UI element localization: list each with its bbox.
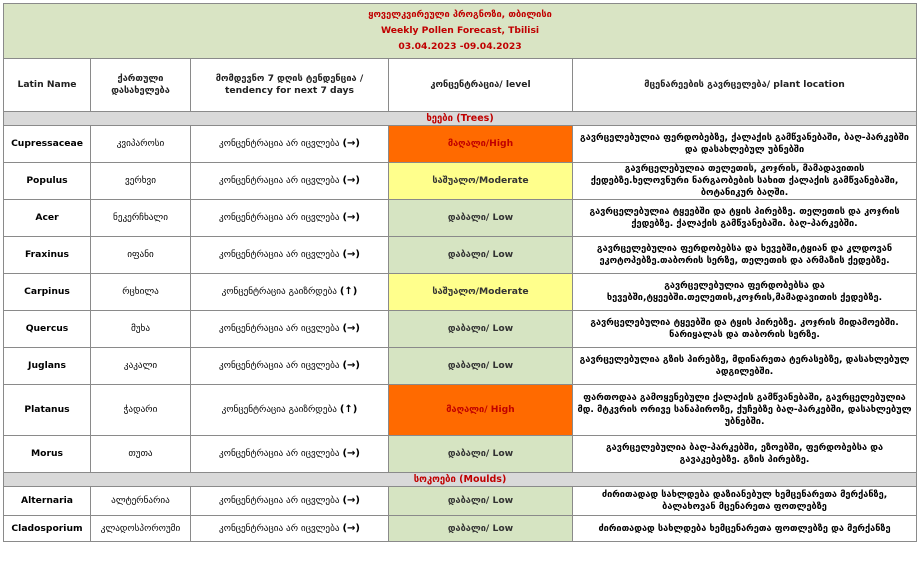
tendency-cell	[191, 126, 389, 163]
tendency-cell	[191, 274, 389, 311]
geo-name-cell: კლადოსპოროუმი	[91, 516, 191, 542]
arrow-right-icon: (→)	[342, 495, 360, 506]
arrow-right-icon: (→)	[342, 249, 360, 260]
section-trees-label: ხეები (Trees)	[4, 112, 917, 126]
forecast-table	[3, 3, 917, 542]
level-cell: დაბალი/ Low	[389, 237, 573, 274]
location-cell: გავრცელებულია ბაღ-პარკებში, ეზოებში, ფერდობებსა და გავაკებებზე. გზის პირებზე.	[573, 436, 917, 473]
col-tendency: მომდევნო 7 დღის ტენდენცია / tendency for next 7 days	[191, 59, 389, 112]
geo-name-cell: კვიპაროსი	[91, 126, 191, 163]
arrow-up-icon: (↑)	[339, 404, 358, 415]
latin-name-cell: Morus	[4, 436, 91, 473]
tendency-cell	[191, 516, 389, 542]
level-cell: საშუალო/Moderate	[389, 163, 573, 200]
arrow-right-icon: (→)	[342, 522, 360, 534]
location-cell: გავრცელებულია ტყეებში და ტყის პირებზე. კოჯრის მიდამოებში. ნარიყალას და თაბორის სერზე.	[573, 311, 917, 348]
arrow-right-icon: (→)	[342, 360, 360, 371]
table-row	[4, 516, 917, 542]
moulds-body	[4, 487, 917, 542]
table-row	[4, 436, 917, 473]
level-cell: დაბალი/ Low	[389, 200, 573, 237]
col-geo: ქართული დასახელება	[91, 59, 191, 112]
geo-name-cell: თუთა	[91, 436, 191, 473]
table-row	[4, 348, 917, 385]
tendency-text: კონცენტრაცია არ იცვლება	[219, 360, 340, 371]
geo-name-cell: ვერხვი	[91, 163, 191, 200]
col-latin: Latin Name	[4, 59, 91, 112]
tendency-cell	[191, 311, 389, 348]
location-cell: გავრცელებულია ფერდობებსა და ხევებში,ტყიან და კლდოვან ეკოტოპებზე.თაბორის სერზე, თელეთის და არმაზის ქედებზე.	[573, 237, 917, 274]
geo-name-cell: ჭადარი	[91, 385, 191, 436]
arrow-right-icon: (→)	[342, 323, 360, 334]
latin-name-cell: Carpinus	[4, 274, 91, 311]
table-row	[4, 200, 917, 237]
tendency-cell	[191, 163, 389, 200]
latin-name-cell: Alternaria	[4, 487, 91, 516]
latin-name-cell: Cladosporium	[4, 516, 91, 542]
location-cell: გავრცელებულია ტყეებში და ტყის პირებზე. თელეთის და კოჯრის ქედებზე. ქალაქის გამწვანებაში. ბაღ-პარკებში.	[573, 200, 917, 237]
tendency-cell	[191, 200, 389, 237]
tendency-text: კონცენტრაცია არ იცვლება	[219, 138, 340, 149]
section-moulds-label: სოკოები (Moulds)	[4, 473, 917, 487]
latin-name-cell: Populus	[4, 163, 91, 200]
tendency-text: კონცენტრაცია არ იცვლება	[219, 522, 340, 534]
level-cell: დაბალი/ Low	[389, 348, 573, 385]
tendency-text: კონცენტრაცია არ იცვლება	[219, 249, 340, 260]
latin-name-cell: Cupressaceae	[4, 126, 91, 163]
level-cell: დაბალი/ Low	[389, 311, 573, 348]
col-location: მცენარეების გავრცელება/ plant location	[573, 59, 917, 112]
level-cell: მაღალი/High	[389, 126, 573, 163]
date-range: 03.04.2023 -09.04.2023	[398, 41, 522, 52]
tendency-text: კონცენტრაცია არ იცვლება	[219, 495, 340, 506]
tendency-cell	[191, 487, 389, 516]
col-level: კონცენტრაცია/ level	[389, 59, 573, 112]
latin-name-cell: Fraxinus	[4, 237, 91, 274]
tendency-text: კონცენტრაცია არ იცვლება	[219, 448, 340, 459]
table-row	[4, 237, 917, 274]
header-row	[4, 59, 917, 112]
location-cell: გავრცელებულია თელეთის, კოჯრის, მამადავითის ქედებზე.ხელოვნური ნარგაობების სახით ქალაქის გამწვანებაში, ბოტანიკურ ბაღში.	[573, 163, 917, 200]
table-row	[4, 126, 917, 163]
title-block	[4, 4, 917, 59]
location-cell: ძირითადად სახლდება დაზიანებულ ხემცენარეთა მერქანზე, ბალახოვან მცენარეთა ფოთლებზე	[573, 487, 917, 516]
tendency-text: კონცენტრაცია არ იცვლება	[219, 323, 340, 334]
pollen-forecast	[3, 3, 916, 542]
level-cell: დაბალი/ Low	[389, 487, 573, 516]
arrow-up-icon: (↑)	[339, 286, 358, 297]
latin-name-cell: Platanus	[4, 385, 91, 436]
geo-name-cell: იფანი	[91, 237, 191, 274]
level-cell: მაღალი/ High	[389, 385, 573, 436]
tendency-cell	[191, 436, 389, 473]
table-row	[4, 274, 917, 311]
tendency-cell	[191, 348, 389, 385]
title-en: Weekly Pollen Forecast, Tbilisi	[380, 25, 540, 36]
latin-name-cell: Acer	[4, 200, 91, 237]
location-cell: გავრცელებულია ფერდობებსა და ხევებში,ტყეებში.თელეთის,კოჯრის,მამადავითის ქედებზე.	[573, 274, 917, 311]
location-cell: გავრცელებულია გზის პირებზე, მდინარეთა ტერასებზე, დასახლებულ ადგილებში.	[573, 348, 917, 385]
arrow-right-icon: (→)	[342, 212, 360, 223]
trees-body	[4, 126, 917, 473]
latin-name-cell: Quercus	[4, 311, 91, 348]
geo-name-cell: ნეკერჩხალი	[91, 200, 191, 237]
level-cell: საშუალო/Moderate	[389, 274, 573, 311]
latin-name-cell: Juglans	[4, 348, 91, 385]
arrow-right-icon: (→)	[342, 175, 360, 186]
section-moulds	[4, 473, 917, 487]
table-row	[4, 487, 917, 516]
location-cell: გავრცელებულია ფერდობებზე, ქალაქის გამწვანებაში, ბაღ-პარკებში და დასახლებულ უბნებში	[573, 126, 917, 163]
geo-name-cell: კაკალი	[91, 348, 191, 385]
tendency-text: კონცენტრაცია არ იცვლება	[219, 175, 340, 186]
tendency-cell	[191, 237, 389, 274]
tendency-text: კონცენტრაცია გაიზრდება	[221, 286, 337, 297]
table-row	[4, 163, 917, 200]
title-row	[4, 4, 917, 59]
table-row	[4, 311, 917, 348]
level-cell: დაბალი/ Low	[389, 436, 573, 473]
title-geo: ყოველკვირეული პროგნოზი, თბილისი	[368, 9, 552, 20]
table-row	[4, 385, 917, 436]
section-trees	[4, 112, 917, 126]
geo-name-cell: ალტერნარია	[91, 487, 191, 516]
geo-name-cell: რცხილა	[91, 274, 191, 311]
tendency-cell	[191, 385, 389, 436]
level-cell: დაბალი/ Low	[389, 516, 573, 542]
arrow-right-icon: (→)	[342, 138, 360, 149]
location-cell: ფართოდაა გამოყენებული ქალაქის გამწვანებაში, გავრცელებულია მდ. მტკვრის ორივე სანაპიროზე, ქუჩებზე ბაღ-პარკებში, დასახლებულ უბნებში.	[573, 385, 917, 436]
tendency-text: კონცენტრაცია გაიზრდება	[221, 404, 337, 415]
geo-name-cell: მუხა	[91, 311, 191, 348]
location-cell: ძირითადად სახლდება ხემცენარეთა ფოთლებზე და მერქანზე	[573, 516, 917, 542]
tendency-text: კონცენტრაცია არ იცვლება	[219, 212, 340, 223]
arrow-right-icon: (→)	[342, 448, 360, 459]
